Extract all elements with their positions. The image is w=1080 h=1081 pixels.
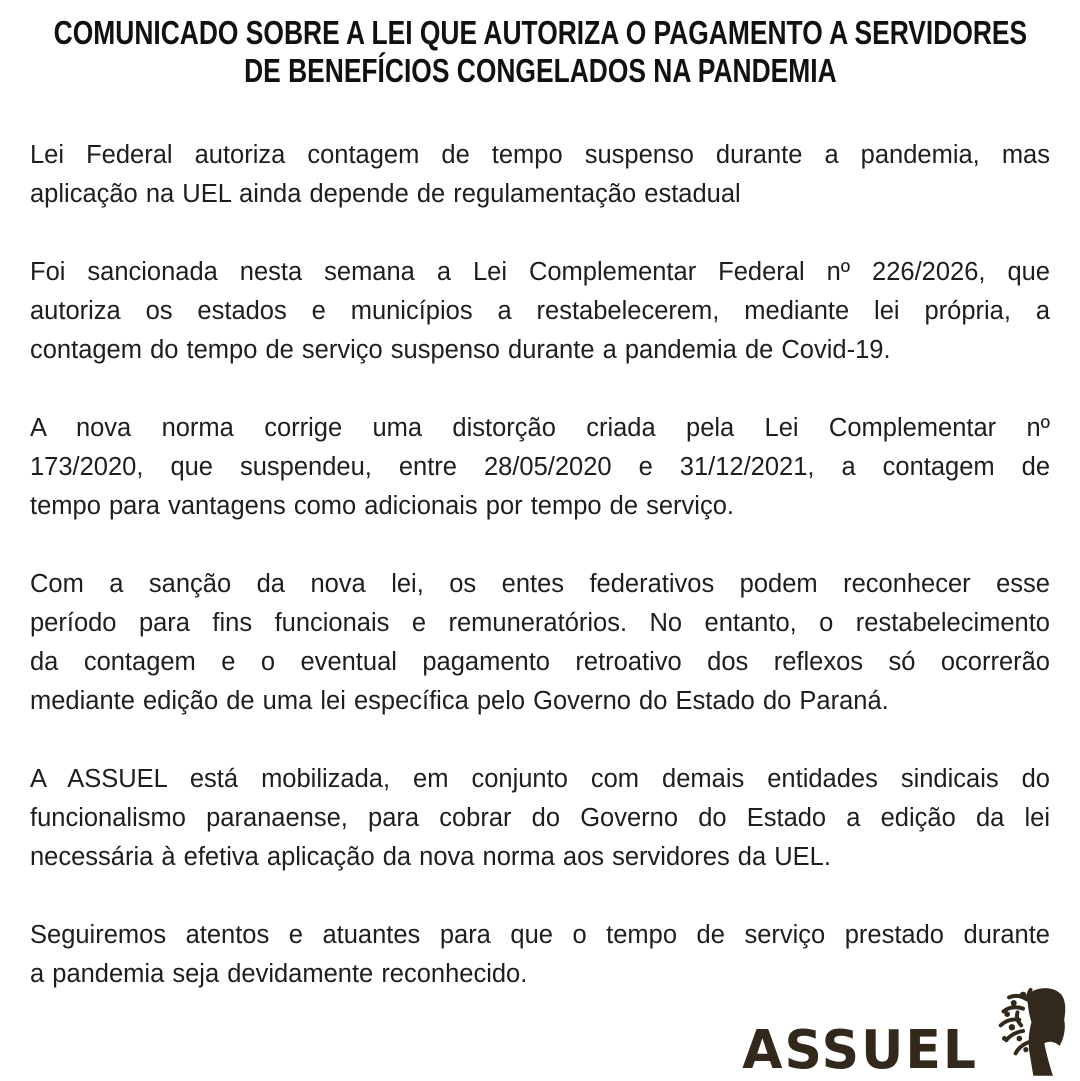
paragraph-line: período para fins funcionais e remuneratórios. No entanto, o restabelecimento xyxy=(30,609,1050,637)
tree-icon xyxy=(982,986,1066,1076)
body-text xyxy=(30,136,1050,994)
paragraph-line: Seguiremos atentos e atuantes para que o tempo de serviço prestado durante xyxy=(30,921,1050,949)
paragraph-line: a pandemia seja devidamente reconhecido. xyxy=(30,960,528,988)
paragraph-line: Foi sancionada nesta semana a Lei Complementar Federal nº 226/2026, que xyxy=(30,258,1050,286)
paragraph-line: tempo para vantagens como adicionais por tempo de serviço. xyxy=(30,492,734,520)
title-line-2-text: DE BENEFÍCIOS CONGELADOS NA PANDEMIA xyxy=(243,52,837,89)
paragraph-line: mediante edição de uma lei específica pelo Governo do Estado do Paraná. xyxy=(30,687,889,715)
paragraph-line: autoriza os estados e municípios a restabelecerem, mediante lei própria, a xyxy=(30,297,1050,325)
paragraph-closing xyxy=(30,916,1050,994)
paragraph-line: funcionalismo paranaense, para cobrar do Governo do Estado a edição da lei xyxy=(30,804,1050,832)
paragraph-line: Lei Federal autoriza contagem de tempo suspenso durante a pandemia, mas xyxy=(30,141,1050,169)
announcement-title xyxy=(30,14,1050,90)
logo-wordmark: ASSUEL xyxy=(742,1020,978,1081)
paragraph-line: A nova norma corrige uma distorção criada pela Lei Complementar nº xyxy=(30,414,1050,442)
paragraph-lead xyxy=(30,136,1050,214)
title-line-2 xyxy=(30,52,1050,90)
paragraph-assuel-mobilized xyxy=(30,760,1050,877)
paragraph-line: Com a sanção da nova lei, os entes federativos podem reconhecer esse xyxy=(30,570,1050,598)
paragraph-line: da contagem e o eventual pagamento retroativo dos reflexos só ocorrerão xyxy=(30,648,1050,676)
paragraph-line: contagem do tempo de serviço suspenso durante a pandemia de Covid-19. xyxy=(30,336,891,364)
paragraph-line: 173/2020, que suspendeu, entre 28/05/2020 e 31/12/2021, a contagem de xyxy=(30,453,1050,481)
paragraph-sanction-effects xyxy=(30,565,1050,721)
paragraph-line: necessária à efetiva aplicação da nova norma aos servidores da UEL. xyxy=(30,843,831,871)
title-line-1 xyxy=(30,14,1050,52)
paragraph-distortion xyxy=(30,409,1050,526)
paragraph-line: aplicação na UEL ainda depende de regulamentação estadual xyxy=(30,180,741,208)
assuel-logo xyxy=(742,986,1066,1081)
title-line-1-text: COMUNICADO SOBRE A LEI QUE AUTORIZA O PAGAMENTO A SERVIDORES xyxy=(53,14,1027,51)
paragraph-line: A ASSUEL está mobilizada, em conjunto com demais entidades sindicais do xyxy=(30,765,1050,793)
paragraph-law-sanctioned xyxy=(30,253,1050,370)
